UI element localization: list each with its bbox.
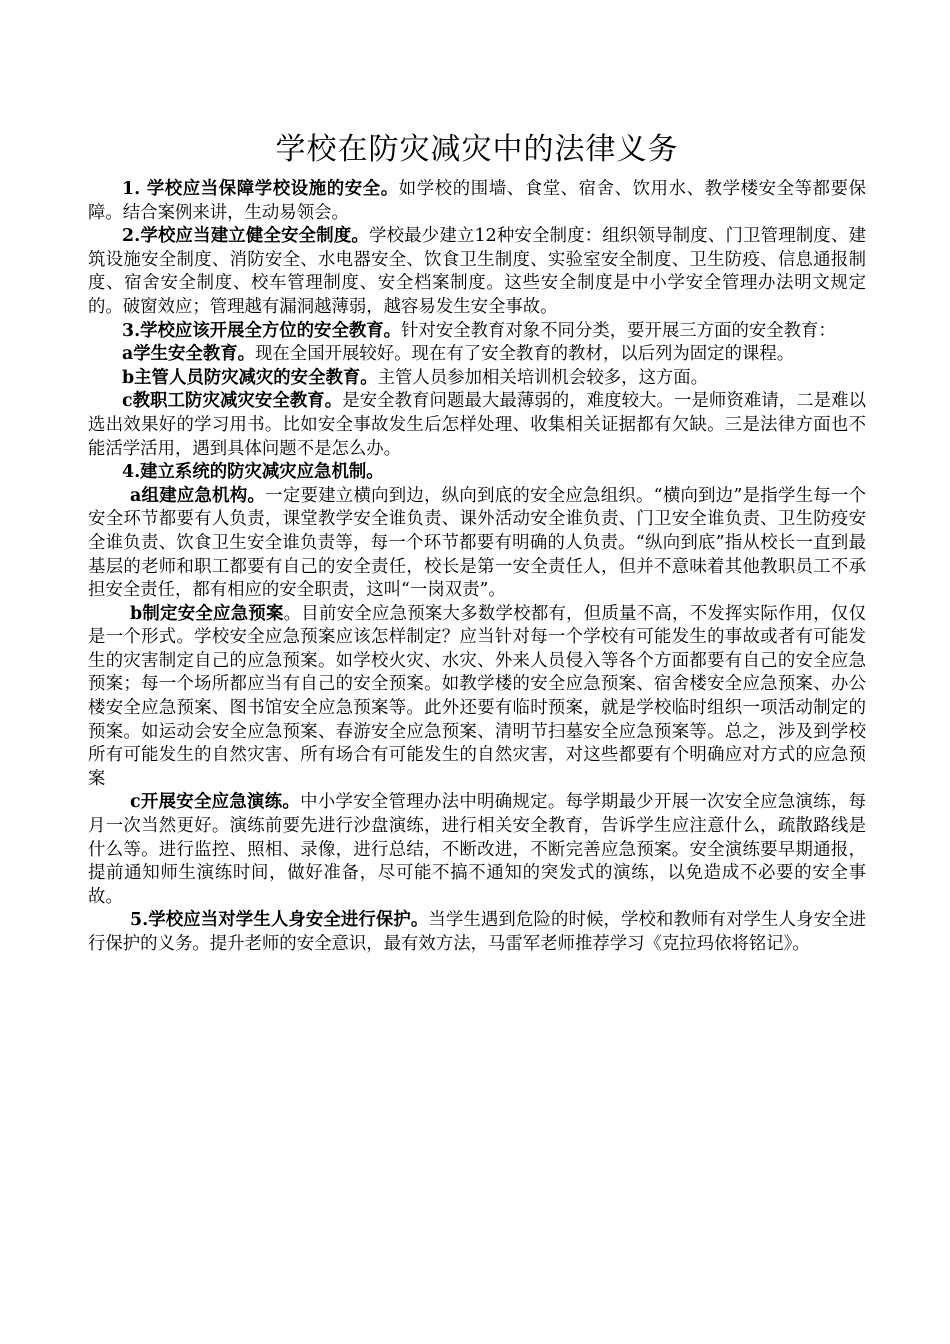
paragraph-heading: c开展安全应急演练。 xyxy=(130,792,301,813)
paragraph-heading: b主管人员防灾减灾的安全教育。 xyxy=(122,367,378,388)
document-title: 学校在防灾减灾中的法律义务 xyxy=(275,132,679,167)
paragraph-text: 中小学安全管理办法中明确规定。每学期最少开展一次安全应急演练，每月一次当然更好。演练前要先进行沙盘演练，进行相关安全教育，告诉学生应注意什么，疏散路线是什么等。进行监控、照相、录像，进行总结，不断改进，不断完善应急预案。安全演练要早期通报，提前通知师生演练时间，做好准备，尽可能不搞不通知的突发式的演练，以免造成不必要的安全事故。 xyxy=(88,792,866,907)
paragraph-heading: b制定安全应急预案 xyxy=(130,603,284,624)
paragraph-text: 一定要建立横向到边，纵向到底的安全应急组织。“横向到边”是指学生每一个安全环节都要有人负责，课堂教学安全谁负责、课外活动安全谁负责、门卫安全谁负责、卫生防疫安全谁负责、饮食卫生安全谁负责等，每一个环节都要有明确的人负责。“纵向到底”指从校长一直到最基层的老师和职工都要有自己的安全责任，校长是第一安全责任人，但并不意味着其他教职员工不承担安全责任，都有相应的安全职责，这叫“一岗双责”。 xyxy=(88,485,866,601)
paragraph-text: 当学生遇到危险的时候，学校和教师有对学生人身安全进行保护的义务。提升老师的安全意识，最有效方法，马雷军老师推荐学习《克拉玛依将铭记》。 xyxy=(88,910,866,954)
paragraph-4b xyxy=(88,603,866,792)
paragraph-text: 。目前安全应急预案大多数学校都有，但质量不高，不发挥实际作用，仅仅是一个形式。学校安全应急预案应该怎样制定？应当针对每一个学校有可能发生的事故或者有可能发生的灾害制定自己的应急预案。如学校火灾、水灾、外来人员侵入等各个方面都要有自己的安全应急预案；每一个场所都应当有自己的安全预案。如教学楼的安全应急预案、宿舍楼安全应急预案、办公楼安全应急预案、图书馆安全应急预案等。此外还要有临时预案，就是学校临时组织一项活动制定的预案。如运动会安全应急预案、春游安全应急预案、清明节扫墓安全应急预案等。总之，涉及到学校所有可能发生的自然灾害、所有场合有可能发生的自然灾害，对这些都要有个明确应对方式的应急预案 xyxy=(88,603,866,789)
paragraph-1 xyxy=(88,178,866,225)
paragraph-text: 是安全教育问题最大最薄弱的，难度较大。一是师资难请，二是难以选出效果好的学习用书。比如安全事故发生后怎样处理、收集相关证据都有欠缺。三是法律方面也不能活学活用，遇到具体问题不是怎么办。 xyxy=(88,391,866,459)
paragraph-3 xyxy=(88,320,866,344)
paragraph-4 xyxy=(88,461,866,485)
paragraph-4c xyxy=(88,791,866,909)
paragraph-heading: a组建应急机构。 xyxy=(130,485,266,506)
paragraph-3b xyxy=(88,367,866,391)
paragraph-heading: 3.学校应该开展全方位的安全教育。 xyxy=(122,320,402,341)
paragraph-heading: 5.学校应当对学生人身安全进行保护。 xyxy=(130,910,429,931)
paragraph-heading: 4.建立系统的防灾减灾应急机制。 xyxy=(122,462,384,483)
paragraph-4a xyxy=(88,485,866,603)
paragraph-text: 学校最少建立12种安全制度：组织领导制度、门卫管理制度、建筑设施安全制度、消防安全、水电器安全、饮食卫生制度、实验室安全制度、卫生防疫、信息通报制度、宿舍安全制度、校车管理制度、安全档案制度。这些安全制度是中小学安全管理办法明文规定的。破窗效应；管理越有漏洞越薄弱，越容易发生安全事故。 xyxy=(88,226,866,317)
paragraph-text: 主管人员参加相关培训机会较多，这方面。 xyxy=(377,367,709,388)
paragraph-2 xyxy=(88,225,866,319)
paragraph-text: 针对安全教育对象不同分类，要开展三方面的安全教育： xyxy=(401,320,836,341)
paragraph-3a xyxy=(88,343,866,367)
paragraph-heading: 2.学校应当建立健全安全制度。 xyxy=(122,226,369,247)
paragraph-3c xyxy=(88,390,866,461)
document-page xyxy=(88,130,866,957)
paragraph-text: 如学校的围墙、食堂、宿舍、饮用水、教学楼安全等都要保障。结合案例来讲，生动易领会。 xyxy=(88,179,866,223)
paragraph-text: 现在全国开展较好。现在有了安全教育的教材，以后列为固定的课程。 xyxy=(255,344,795,365)
paragraph-5 xyxy=(88,909,866,956)
paragraph-heading: a学生安全教育。 xyxy=(122,344,256,365)
paragraph-heading: 1. 学校应当保障学校设施的安全。 xyxy=(122,179,399,199)
paragraph-heading: c教职工防灾减灾安全教育。 xyxy=(122,391,343,412)
